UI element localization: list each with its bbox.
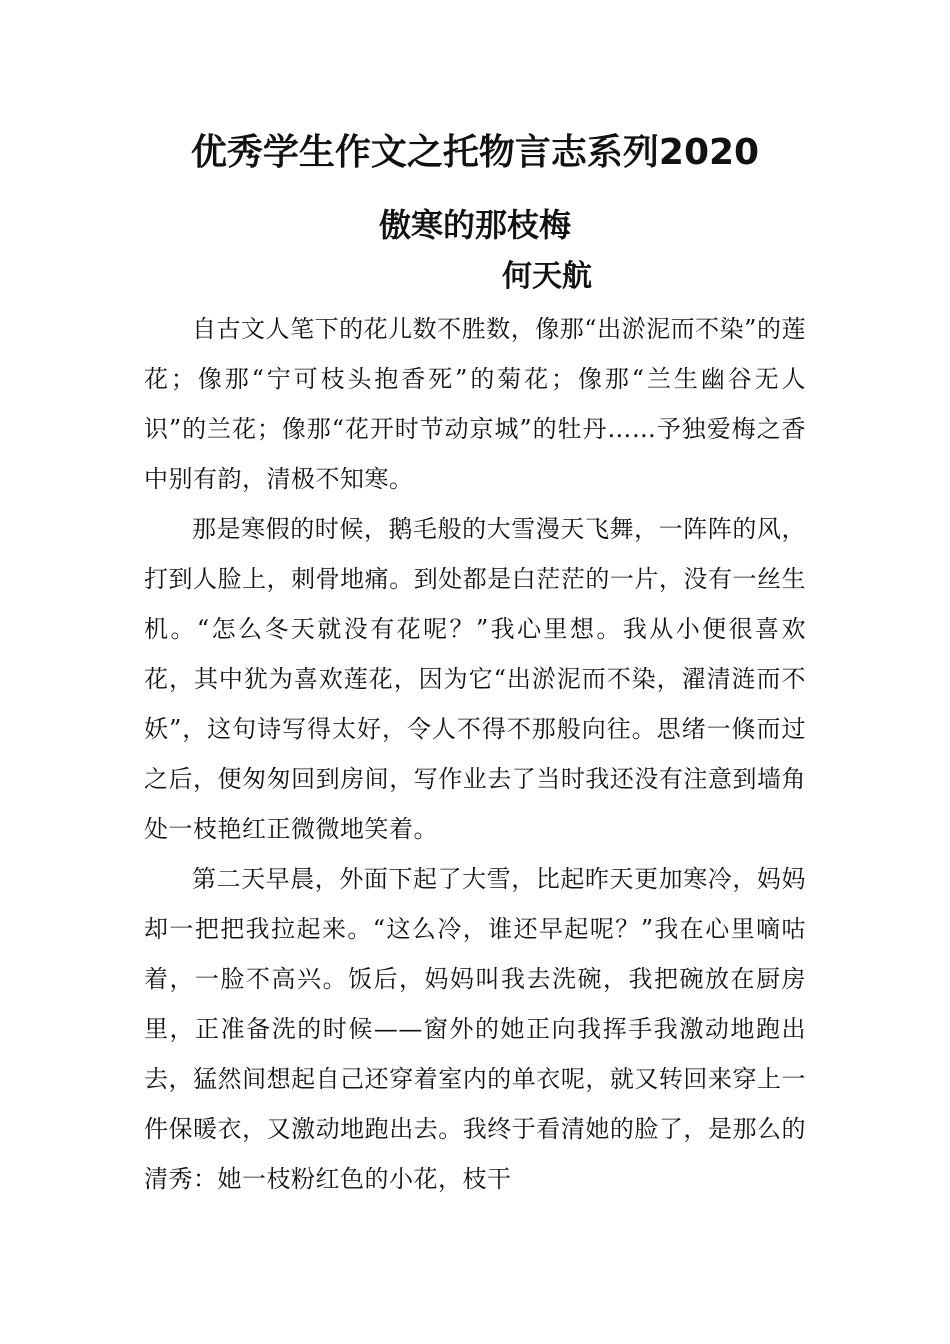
paragraph: 那是寒假的时候，鹅毛般的大雪漫天飞舞，一阵阵的风，打到人脸上，刺骨地痛。到处都是白茫茫的一片，没有一丝生机。“怎么冬天就没有花呢？”我心里想。我从小便很喜欢花，其中犹为喜欢莲花，因为它“出淤泥而不染，濯清涟而不妖”，这句诗写得太好，令人不得不那般向往。思绪一倏而过之后，便匆匆回到房间，写作业去了当时我还没有注意到墙角处一枝艳红正微微地笑着。 [144,515,806,843]
paragraph: 第二天早晨，外面下起了大雪，比起昨天更加寒冷，妈妈却一把把我拉起来。“这么冷，谁还早起呢？”我在心里嘀咕着，一脸不高兴。饭后，妈妈叫我去洗碗，我把碗放在厨房里，正准备洗的时候——窗外的她正向我挥手我激动地跑出去，猛然间想起自己还穿着室内的单衣呢，就又转回来穿上一件保暖衣，又激动地跑出去。我终于看清她的脸了，是那么的清秀：她一枝粉红色的小花，枝干 [144,865,806,1193]
document-title: 优秀学生作文之托物言志系列2020 [190,132,760,173]
essay-title: 傲寒的那枝梅 [378,206,571,244]
author-name: 何天航 [502,259,592,294]
paragraph: 自古文人笔下的花儿数不胜数，像那“出淤泥而不染”的莲花；像那“宁可枝头抱香死”的菊花；像那“兰生幽谷无人识”的兰花；像那“花开时节动京城”的牡丹……予独爱梅之香中别有韵，清极不知寒。 [144,315,806,493]
essay-body [144,304,806,1204]
